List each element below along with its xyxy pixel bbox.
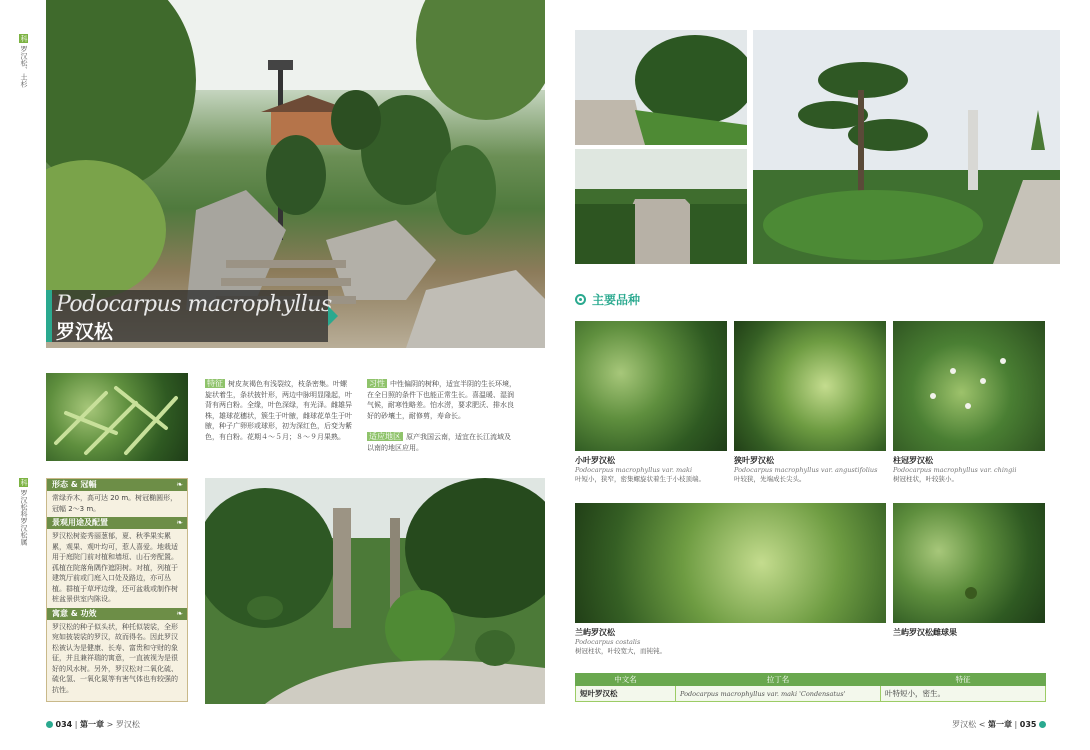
meaning-heading-text: 寓意 & 功效 <box>52 608 97 618</box>
variety-latin: Podocarpus costalis <box>575 638 641 646</box>
variety-photo-4 <box>575 503 886 623</box>
target-ring-icon <box>575 294 586 305</box>
habit-tag: 习性 <box>369 379 385 388</box>
steps-illustration <box>575 30 747 145</box>
table-cell-feature: 叶特短小，密生。 <box>881 686 1046 702</box>
footer-dot <box>1039 721 1046 728</box>
variety-caption-4 <box>575 628 886 656</box>
leaf-icon: ❧ <box>176 518 183 527</box>
variety-caption-3 <box>893 456 1048 484</box>
variety-caption-1 <box>575 456 730 484</box>
variety-name: 狭叶罗汉松 <box>734 456 774 465</box>
banner-arrow <box>328 306 338 326</box>
section-label: 罗汉松 <box>952 720 977 729</box>
form-heading <box>47 479 187 491</box>
page-number: 034 <box>55 720 73 729</box>
park-illustration <box>205 478 545 704</box>
features-tag: 特征 <box>207 379 223 388</box>
habit-paragraph <box>367 379 517 421</box>
features-paragraph <box>205 379 353 442</box>
variety-name: 兰屿罗汉松雌球果 <box>893 628 957 637</box>
walkway-illustration <box>575 149 747 264</box>
table-header-latin: 拉丁名 <box>676 674 881 686</box>
form-text: 常绿乔木，高可达 20 m。树冠椭圆形，冠幅 2～3 m。 <box>52 494 178 513</box>
use-heading-text: 景观用途及配置 <box>52 518 108 527</box>
variety-note: 树冠柱状，叶较狭小。 <box>893 475 958 483</box>
topiary-illustration <box>753 30 1060 264</box>
topiary-park-photo <box>753 30 1060 264</box>
form-heading-text: 形态 & 冠幅 <box>52 480 97 489</box>
region-paragraph <box>367 432 517 453</box>
cone-illustration <box>893 503 1045 623</box>
variety-latin: Podocarpus macrophyllus var. angustifolius <box>734 466 878 474</box>
use-heading <box>47 517 187 529</box>
side-tab-mark: 科 <box>20 35 28 42</box>
variety-photo-1 <box>575 321 727 451</box>
variety-caption-5 <box>893 628 1048 638</box>
use-text: 罗汉松树姿秀丽葱郁，夏、秋季果实累累，观果、观叶均可，惹人喜爱。地栽适用于庭院门前对植和墙垣、山石旁配置。孤植在院落角隅作遮阴树。对植，列植于建筑厅前或门庭入口处及路边，亦可丛植。群植于草坪边缘，还可盆栽或制作树桩盆景供室内陈设。 <box>52 532 178 603</box>
variety-note: 叶较狭，先端成长尖头。 <box>734 475 806 483</box>
footer-divider: | <box>74 720 78 729</box>
section-title-text: 主要品种 <box>592 293 641 307</box>
left-footer <box>46 719 140 730</box>
footer-sep: > <box>106 720 114 729</box>
right-footer <box>952 719 1046 730</box>
variety-photo-3 <box>893 321 1045 451</box>
leaf-icon: ❧ <box>176 480 183 489</box>
berries-illustration <box>893 321 1045 451</box>
table-row <box>576 686 1046 702</box>
region-text: 原产我国云南，适宜在长江流域及以南的地区应用。 <box>367 433 511 452</box>
species-chinese-name: 罗汉松 <box>56 321 114 343</box>
steps-hedge-photo <box>575 30 747 145</box>
table-header-cn: 中文名 <box>576 674 676 686</box>
side-tab-text: 罗汉松、土杉 <box>20 45 28 88</box>
species-title-banner <box>46 290 332 343</box>
variety-photo-5 <box>893 503 1045 623</box>
leaf-icon: ❧ <box>176 608 183 618</box>
region-tag: 适应地区 <box>369 432 401 441</box>
walkway-photo <box>575 149 747 264</box>
leaf-closeup-photo <box>46 373 188 461</box>
table-header-row <box>576 674 1046 686</box>
park-path-photo <box>205 478 545 704</box>
variety-name: 柱冠罗汉松 <box>893 456 933 465</box>
footer-sep: < <box>978 720 986 729</box>
page-number: 035 <box>1019 720 1037 729</box>
variety-note: 树冠柱状，叶较宽大，而钝钝。 <box>575 647 666 655</box>
side-tab-mark: 科 <box>20 479 28 486</box>
meaning-heading <box>47 608 187 620</box>
table-header-feature: 特征 <box>881 674 1046 686</box>
variety-note: 叶短小，狭窄，密集螺旋状着生于小枝顶端。 <box>575 475 705 483</box>
title-accent-bar <box>46 290 52 342</box>
section-title <box>575 291 640 308</box>
info-box <box>46 478 188 702</box>
footer-divider: | <box>1014 720 1018 729</box>
footer-dot <box>46 721 53 728</box>
section-label: 罗汉松 <box>115 720 140 729</box>
variety-name: 小叶罗汉松 <box>575 456 615 465</box>
table-cell-latin: Podocarpus macrophyllus var. maki 'Condensatus' <box>676 686 881 702</box>
side-tab-text: 罗汉松科罗汉松属 <box>20 489 28 546</box>
habit-text: 中性偏阴的树种，适宜半阴的生长环境，在全日照的条件下也能正常生长。喜温暖、湿润气候，耐寒性略差。怕水涝，要求肥沃、排水良好的砂壤土，耐修剪，寿命长。 <box>367 380 516 420</box>
right-page <box>545 0 1090 750</box>
variety-name: 兰屿罗汉松 <box>575 628 615 637</box>
variety-photo-2 <box>734 321 886 451</box>
side-tab-family <box>16 478 28 564</box>
meaning-text: 罗汉松的种子似头状，种托似袈裟，全形宛如披袈裟的罗汉，故而得名。因此罗汉松被认为是健康、长寿、富贵和守财的象征，并且兼祥瑞的寓意，一直被视为是很好的风水树。另外，罗汉松对二氧化硫、硫化氢、一氧化氮等有害气体也有较强的抗性。 <box>52 622 178 694</box>
table-cell-cn: 短叶罗汉松 <box>576 686 676 702</box>
variety-caption-2 <box>734 456 889 484</box>
features-text: 树皮灰褐色有浅裂纹，枝条密集。叶螺旋状着生，条状披针形，两边中脉明显隆起，叶背有两白粉。全缘，叶色深绿，有光泽。雌雄异株，雄球花穗状，簇生于叶腋，雌球花单生于叶腋，种子广卵形或球形，初为深红色，后变为紫色，有白粉。花期４～５月；８～９月果熟。 <box>205 380 352 441</box>
variety-latin: Podocarpus macrophyllus var. chingii <box>893 466 1017 474</box>
variety-latin: Podocarpus macrophyllus var. maki <box>575 466 693 474</box>
varieties-table <box>575 673 1046 702</box>
chapter-label: 第一章 <box>80 720 105 729</box>
side-tab-common-names <box>16 34 28 108</box>
leaf-illustration <box>46 373 188 461</box>
chapter-label: 第一章 <box>987 720 1012 729</box>
species-latin-name: Podocarpus macrophyllus <box>56 292 332 317</box>
